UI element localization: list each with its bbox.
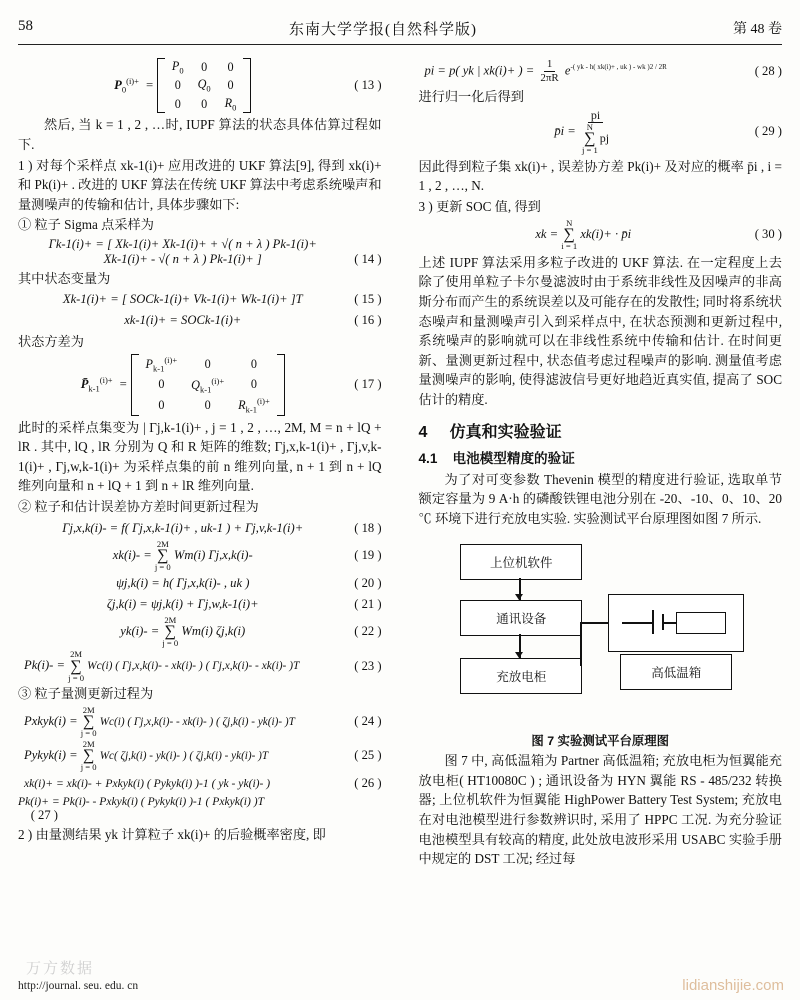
eq24-rhs: Wc(i) ( Γj,x,k(i)- - xk(i)- ) ( ζj,k(i) - yk(i)- )T bbox=[99, 715, 295, 728]
eq29-fraction: pi N ∑ j = 1 pj bbox=[581, 107, 610, 156]
figure-node-cabinet: 充放电柜 bbox=[460, 658, 582, 694]
left-para-2: 1 ) 对每个采样点 xk-1(i)+ 应用改进的 UKF 算法[9], 得到 xk(i)+ 和 Pk(i)+ . 改进的 UKF 算法在传统 UKF 算法中考虑系统噪声和量测噪声的传输和估计, 具体步骤如下: bbox=[18, 157, 382, 212]
equation-17 bbox=[18, 354, 382, 416]
page-number: 58 bbox=[18, 18, 33, 34]
figure-link-cabinet-chamber bbox=[580, 622, 608, 623]
eq28-exponent: -( yk - h( xk(i)+ , uk ) - wk )2 / 2R bbox=[570, 63, 667, 72]
equation-27 bbox=[18, 795, 382, 823]
database-watermark: 万方数据 bbox=[26, 960, 95, 977]
equation-28 bbox=[418, 58, 782, 85]
right-para-1: 进行归一化后得到 bbox=[418, 89, 524, 104]
figure-7 bbox=[418, 536, 782, 749]
eq25-rhs: Wc( ζj,k(i) - yk(i)- ) ( ζj,k(i) - yk(i)- )T bbox=[99, 749, 269, 762]
eq30-number: ( 30 ) bbox=[754, 227, 782, 242]
eq16-number: ( 16 ) bbox=[354, 313, 382, 328]
figure-node-chamber: 高低温箱 bbox=[620, 654, 732, 690]
left-where-cov: 状态方差为 bbox=[18, 334, 84, 350]
eq14-line2: Xk-1(i)+ - √( n + λ ) Pk-1(i)+ ] bbox=[103, 251, 262, 266]
right-item-3: 3 ) 更新 SOC 值, 得到 bbox=[418, 198, 541, 214]
eq28-fraction: $\frac{1}{2\pi R}$ bbox=[540, 58, 559, 84]
eq23-rhs: Wc(i) ( Γj,x,k(i)- - xk(i)- ) ( Γj,x,k(i)- - xk(i)- )T bbox=[87, 659, 300, 672]
left-item-1: ① 粒子 Sigma 点采样为 bbox=[18, 217, 154, 233]
eq26-body: xk(i)+ = xk(i)- + Pxkyk(i) ( Pykyk(i) )-1 ( yk - yk(i)- ) bbox=[24, 777, 271, 791]
eq25-sigma: 2M ∑ j = 0 bbox=[80, 738, 97, 773]
eq29-lhs: p̄i = bbox=[554, 123, 576, 138]
left-para-1: 然后, 当 k = 1 , 2 , …时, IUPF 算法的状态具体估算过程如下. bbox=[18, 117, 382, 152]
eq22-sigma: 2M ∑ j = 0 bbox=[162, 614, 179, 649]
section-number: 4 bbox=[418, 423, 428, 441]
left-item-3: ③ 粒子量测更新过程为 bbox=[18, 686, 154, 702]
eq13-lhs: $P_0^{(i)+}$ = bbox=[114, 75, 157, 95]
eq30-sigma: N ∑ i = 1 bbox=[561, 217, 578, 252]
page-header bbox=[18, 18, 782, 44]
volume-label: 第 48 卷 bbox=[733, 22, 782, 37]
left-where-state: 其中状态变量为 bbox=[18, 270, 111, 286]
section-heading bbox=[418, 419, 782, 442]
site-watermark: lidianshijie.com bbox=[682, 977, 784, 994]
figure-battery-body bbox=[676, 612, 726, 634]
equation-24 bbox=[18, 706, 382, 738]
eq29-sigma: N ∑ j = 1 bbox=[581, 121, 598, 156]
eq18-number: ( 18 ) bbox=[354, 520, 382, 535]
left-para-4: 2 ) 由量测结果 yk 计算粒子 xk(i)+ 的后验概率密度, 即 bbox=[18, 827, 326, 843]
equation-21 bbox=[18, 595, 382, 614]
eq27-number: ( 27 ) bbox=[30, 808, 58, 823]
eq24-number: ( 24 ) bbox=[354, 714, 382, 729]
journal-url: http://journal. seu. edu. cn bbox=[18, 980, 139, 992]
right-para-4: 为了对可变参数 Thevenin 模型的精度进行验证, 选取单节额定容量为 9 A·h 的磷酸铁锂电池分别在 -20、-10、0、10、20 ℃ 环境下进行充放电实验. 实验测试平台原理图如图 7 所示. bbox=[418, 471, 782, 526]
eq20-number: ( 20 ) bbox=[354, 575, 382, 590]
figure-7-diagram bbox=[430, 536, 770, 726]
eq23-sigma: 2M ∑ j = 0 bbox=[68, 648, 84, 683]
equation-26 bbox=[18, 774, 382, 793]
figure-7-caption: 图 7 实验测试平台原理图 bbox=[531, 734, 670, 749]
column-separator bbox=[400, 54, 401, 966]
eq17-number: ( 17 ) bbox=[354, 377, 382, 392]
eq30-rhs: xk(i)+ · p̄i bbox=[580, 226, 632, 241]
eq13-number: ( 13 ) bbox=[354, 78, 382, 93]
subsection-number: 4.1 bbox=[418, 450, 438, 466]
eq24-sigma: 2M ∑ j = 0 bbox=[80, 704, 97, 739]
left-column bbox=[18, 54, 382, 966]
eq17-lhs: $P̄_{k-1}^{(i)+}$ = bbox=[80, 374, 131, 394]
left-item-2: ② 粒子和估计误差协方差时间更新过程为 bbox=[18, 498, 259, 514]
eq18-body: Γj,x,k(i)- = f( Γj,x,k-1(i)+ , uk-1 ) + Γj,v,k-1(i)+ bbox=[62, 520, 304, 535]
figure-node-host: 上位机软件 bbox=[460, 544, 582, 580]
eq24-lhs: Pxkyk(i) = bbox=[24, 713, 78, 728]
right-para-3: 上述 IUPF 算法采用多粒子改进的 UKF 算法. 在一定程度上去除了使用单粒子卡尔曼滤波时由于系统非线性及因噪声的非高斯分布而产生的系统误差以及可能存在的发散性; 同时将系统状态噪声和量测噪声引入到采样点中, 在状态预测和更新过程中, 系统噪声的影响就可以在非线性系统中传输和估计. 在时间更新、量测更新过程中, 状态值考虑过程噪声的影响. 测量值考虑量测噪声的影响, 使得滤波信号更好地趋近真实值, 提高了 SOC 估计的精度. bbox=[418, 254, 782, 407]
figure-battery-plate-1 bbox=[652, 610, 653, 634]
equation-14 bbox=[18, 237, 382, 267]
eq17-matrix: $P_{k-1}^{(i)+}$ 0 0 0 $Q_{k-1}^{(i)+}$ 0 0 0 $R_{k-1}^{(i)+}$ bbox=[131, 354, 285, 416]
equation-29 bbox=[418, 109, 782, 155]
eq23-lhs: Pk(i)- = bbox=[24, 657, 66, 672]
eq15-body: Xk-1(i)+ = [ SOCk-1(i)+ Vk-1(i)+ Wk-1(i)+ ]T bbox=[62, 292, 303, 307]
eq14-number: ( 14 ) bbox=[354, 251, 382, 266]
equation-23 bbox=[18, 650, 382, 682]
eq25-lhs: Pykyk(i) = bbox=[24, 747, 78, 762]
equation-15 bbox=[18, 290, 382, 309]
eq19-rhs: Wm(i) Γj,x,k(i)- bbox=[173, 547, 253, 562]
right-para-5: 图 7 中, 高低温箱为 Partner 高低温箱; 充放电柜为恒翼能充放电柜( HT10080C ) ; 通讯设备为 HYN 翼能 RS - 485/232 转换器; 上位机软件为恒翼能 HighPower Battery Test System; 充放电在对电池模型进行参数辨识时, 采用了 HPPC 工况. 为充分验证电池模型具有较高的精度, 此处放电波形采用 USABC 实验手册中规定的 DST 工况; 经过每 bbox=[418, 753, 782, 867]
figure-link-cabinet-up bbox=[580, 622, 581, 666]
eq19-sigma: 2M ∑ j = 0 bbox=[154, 538, 171, 573]
figure-battery-lead-left bbox=[622, 622, 652, 623]
equation-22 bbox=[18, 616, 382, 648]
eq14-line1: Γk-1(i)+ = [ Xk-1(i)+ Xk-1(i)+ + √( n + λ ) Pk-1(i)+ bbox=[48, 236, 317, 251]
eq28-lhs: pi = p( yk | xk(i)+ ) = bbox=[424, 63, 535, 78]
eq30-lhs: xk = bbox=[535, 226, 559, 241]
equation-30 bbox=[418, 219, 782, 251]
journal-title: 东南大学学报(自然科学版) bbox=[289, 22, 477, 38]
equation-13 bbox=[18, 58, 382, 113]
left-para-3: 此时的采样点集变为 | Γj,k-1(i)+ , j = 1 , 2 , …, 2M, M = n + lQ + lR . 其中, lQ , lR 分别为 Q 和 R 矩阵的维数; Γj,x,k-1(i)+ , Γj,v,k-1(i)+ , Γj,w,k-1(i)+ 为采样点集的前 n 维列向量, n + 1 到 n + lQ 维列向量和 n + lQ + 1 到 n + lR 维列向量. bbox=[18, 419, 382, 494]
eq13-matrix: $P_0$ 0 0 0 $Q_0$ 0 0 0 $R_0$ bbox=[157, 58, 251, 113]
subsection-heading bbox=[418, 447, 782, 467]
equation-19 bbox=[18, 540, 382, 572]
figure-node-comm: 通讯设备 bbox=[460, 600, 582, 636]
equation-20 bbox=[18, 574, 382, 593]
eq19-lhs: xk(i)- = bbox=[112, 547, 152, 562]
eq28-number: ( 28 ) bbox=[754, 64, 782, 78]
eq19-number: ( 19 ) bbox=[354, 548, 382, 563]
equation-25 bbox=[18, 740, 382, 772]
eq29-number: ( 29 ) bbox=[754, 124, 782, 139]
eq16-body: xk-1(i)+ = SOCk-1(i)+ bbox=[124, 313, 242, 328]
equation-16 bbox=[18, 311, 382, 330]
eq27-body: Pk(i)+ = Pk(i)- - Pxkyk(i) ( Pykyk(i) )-1 ( Pxkyk(i) )T bbox=[18, 795, 265, 809]
eq20-body: ψj,k(i) = h( Γj,x,k(i)- , uk ) bbox=[116, 575, 250, 590]
eq22-lhs: yk(i)- = bbox=[120, 623, 160, 638]
header-rule bbox=[18, 44, 782, 45]
eq28-exp-base: e bbox=[564, 63, 571, 78]
equation-18 bbox=[18, 519, 382, 538]
eq21-number: ( 21 ) bbox=[354, 596, 382, 611]
eq23-number: ( 23 ) bbox=[354, 658, 382, 673]
eq25-number: ( 25 ) bbox=[354, 748, 382, 763]
two-column-body bbox=[18, 54, 782, 966]
eq22-rhs: Wm(i) ζj,k(i) bbox=[181, 623, 246, 638]
section-title: 仿真和实验验证 bbox=[449, 423, 562, 441]
right-column bbox=[418, 54, 782, 966]
eq26-number: ( 26 ) bbox=[354, 776, 382, 791]
eq22-number: ( 22 ) bbox=[354, 624, 382, 639]
eq15-number: ( 15 ) bbox=[354, 292, 382, 307]
eq21-body: ζj,k(i) = ψj,k(i) + Γj,w,k-1(i)+ bbox=[106, 596, 259, 611]
subsection-title: 电池模型精度的验证 bbox=[452, 450, 575, 466]
right-para-2: 因此得到粒子集 xk(i)+ , 误差协方差 Pk(i)+ 及对应的概率 p̄i , i = 1 , 2 , …, N. bbox=[418, 158, 782, 194]
